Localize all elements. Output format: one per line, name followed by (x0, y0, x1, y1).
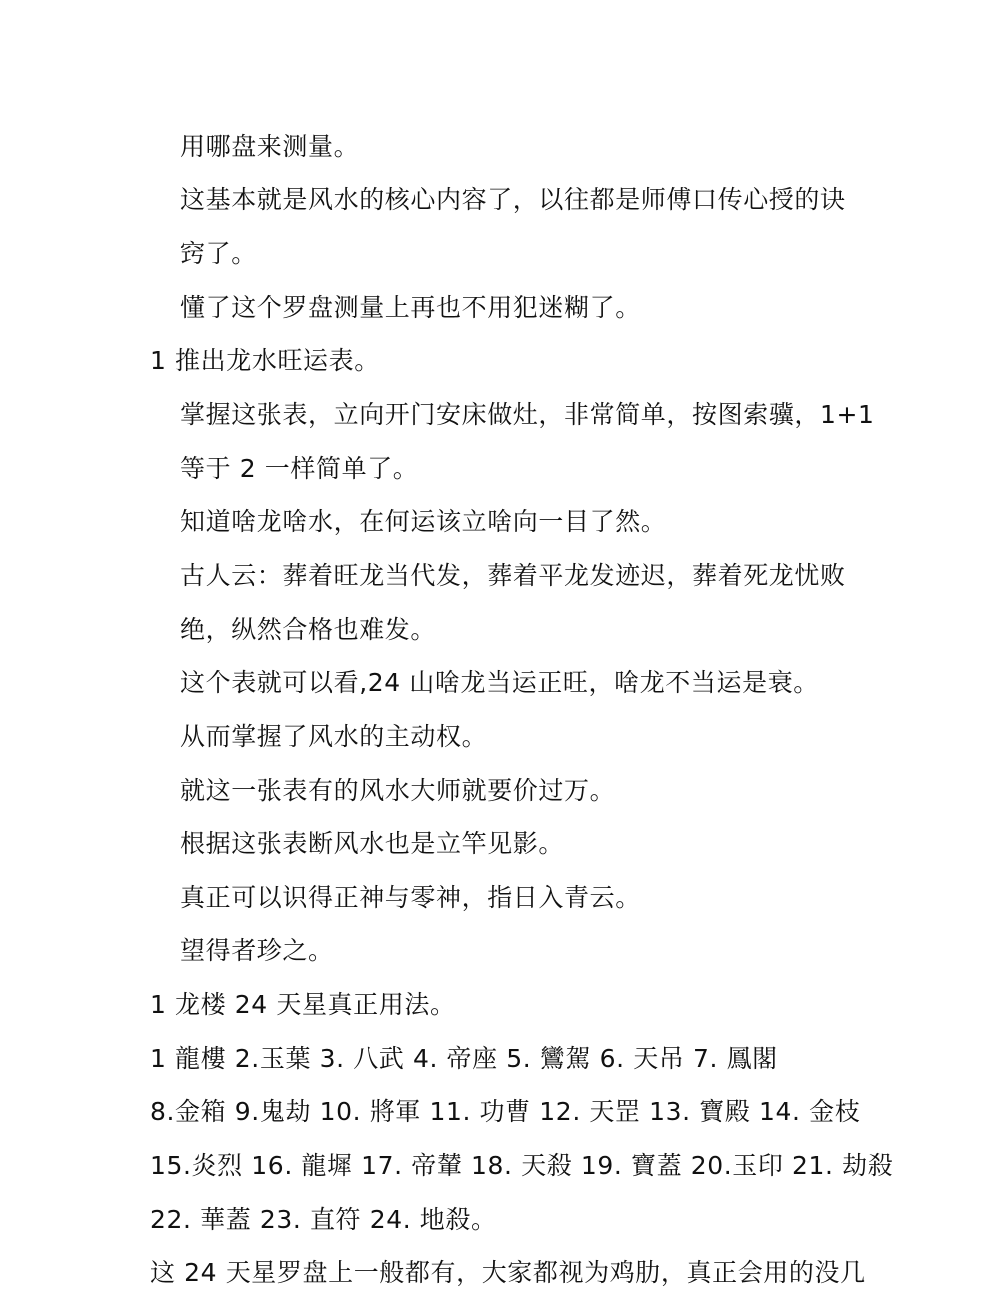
text-line: 真正可以识得正神与零神，指日入青云。 (180, 883, 641, 912)
text-line: 根据这张表断风水也是立竿见影。 (180, 829, 565, 858)
star-list-line: 15.炎烈 16. 龍墀 17. 帝輦 18. 天殺 19. 寶蓋 20.玉印 21. 劫殺 (150, 1151, 894, 1180)
text-line: 窍了。 (180, 239, 257, 268)
star-list-line: 8.金箱 9.鬼劫 10. 將軍 11. 功曹 12. 天罡 13. 寶殿 14. 金枝 (150, 1097, 861, 1126)
text-line: 掌握这张表，立向开门安床做灶，非常简单，按图索骥，1+1 (180, 400, 875, 429)
text-line: 知道啥龙啥水，在何运该立啥向一目了然。 (180, 507, 667, 536)
star-list-line: 22. 華蓋 23. 直符 24. 地殺。 (150, 1205, 497, 1234)
text-line: 这 24 天星罗盘上一般都有，大家都视为鸡肋，真正会用的没几 (150, 1258, 866, 1287)
section-heading: 1 推出龙水旺运表。 (150, 346, 380, 375)
text-line: 古人云：葬着旺龙当代发，葬着平龙发迹迟，葬着死龙忧败 (180, 561, 846, 590)
section-heading: 1 龙楼 24 天星真正用法。 (150, 990, 456, 1019)
text-line: 懂了这个罗盘测量上再也不用犯迷糊了。 (180, 293, 641, 322)
text-line: 用哪盘来测量。 (180, 132, 360, 161)
text-line: 这基本就是风水的核心内容了，以往都是师傅口传心授的诀 (180, 185, 846, 214)
text-line: 等于 2 一样简单了。 (180, 454, 419, 483)
text-line: 从而掌握了风水的主动权。 (180, 722, 488, 751)
text-line: 望得者珍之。 (180, 936, 334, 965)
text-line: 绝，纵然合格也难发。 (180, 615, 437, 644)
text-line: 就这一张表有的风水大师就要价过万。 (180, 776, 616, 805)
star-list-line: 1 龍樓 2.玉葉 3. 八武 4. 帝座 5. 鸞駕 6. 天吊 7. 鳳閣 (150, 1044, 778, 1073)
text-line: 这个表就可以看,24 山啥龙当运正旺，啥龙不当运是衰。 (180, 668, 819, 697)
